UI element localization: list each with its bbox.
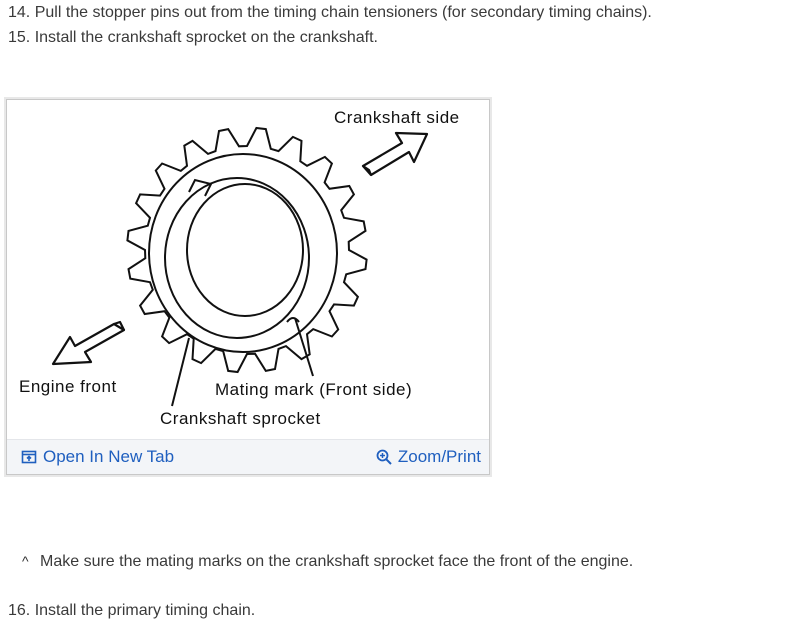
crankshaft-side-arrow bbox=[363, 133, 427, 175]
note-caret: ^ bbox=[22, 553, 29, 569]
mating-mark-label: Mating mark (Front side) bbox=[215, 380, 413, 399]
mating-mark-notch bbox=[287, 318, 299, 322]
zoom-print-label: Zoom/Print bbox=[397, 447, 481, 466]
sprocket-leader bbox=[172, 338, 189, 406]
crankshaft-side-label: Crankshaft side bbox=[334, 108, 460, 127]
engine-front-arrow bbox=[53, 322, 124, 364]
magnifier-plus-icon bbox=[376, 449, 392, 465]
mating-mark-leader bbox=[295, 318, 313, 376]
sprocket-hub-inner bbox=[187, 184, 303, 316]
figure-footer bbox=[7, 439, 489, 474]
step-16-text: 16. Install the primary timing chain. bbox=[8, 602, 256, 619]
open-in-new-tab-icon bbox=[21, 449, 37, 465]
zoom-print-link[interactable] bbox=[376, 447, 481, 467]
step-14-text: 14. Pull the stopper pins out from the timing chain tensioners (for secondary timing chains). bbox=[8, 4, 652, 21]
open-in-new-tab-link[interactable] bbox=[21, 447, 174, 467]
crankshaft-sprocket-label: Crankshaft sprocket bbox=[160, 409, 321, 428]
figure-container bbox=[6, 99, 490, 475]
note-text: Make sure the mating marks on the crankshaft sprocket face the front of the engine. bbox=[40, 553, 634, 570]
open-in-new-tab-label: Open In New Tab bbox=[43, 447, 175, 466]
sprocket-teeth-outline bbox=[127, 128, 366, 372]
engine-front-label: Engine front bbox=[19, 377, 117, 396]
sprocket-key bbox=[189, 180, 211, 196]
step-15-text: 15. Install the crankshaft sprocket on the crankshaft. bbox=[8, 29, 378, 46]
mating-note bbox=[22, 550, 633, 573]
